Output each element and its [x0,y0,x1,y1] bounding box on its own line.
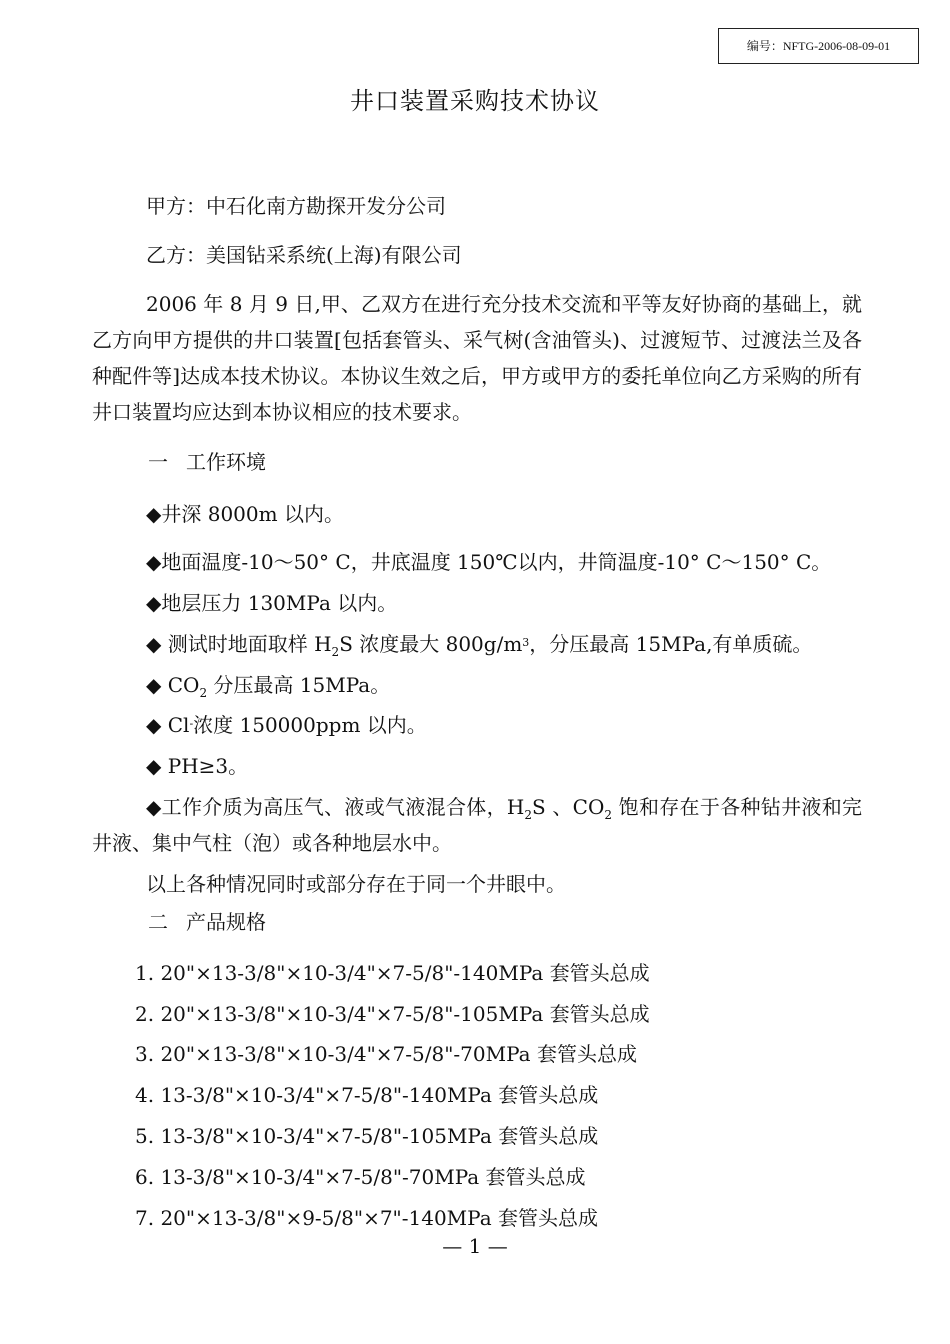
page-number: — 1 — [442,1234,508,1258]
env-h2s: ◆ 测试时地面取样 $H_2S$ 浓度最大 $800g/m^3$，分压最高 15MPa,有单质硫。 [146,632,813,659]
spec-item: 3. 20"×13-3/8"×10-3/4"×7-5/8"-70MPa 套管头总成 [135,1042,637,1066]
section-heading-2 [148,909,266,935]
env-co2: ◆ $CO_2$ 分压最高 15MPa。 [146,673,391,700]
document-title: 井口装置采购技术协议 [350,87,600,115]
section-number: 二 [148,910,168,934]
spec-item: 5. 13-3/8"×10-3/4"×7-5/8"-105MPa 套管头总成 [135,1124,599,1148]
spec-item: 4. 13-3/8"×10-3/4"×7-5/8"-140MPa 套管头总成 [135,1083,599,1107]
intro-text: 2006 年 8 月 9 日,甲、乙双方在进行充分技术交流和平等友好协商的基础上，就乙方向甲方提供的井口装置[包括套管头、采气树(含油管头)、过渡短节、过渡法兰及各种配件等]达成本技术协议。本协议生效之后，甲方或甲方的委托单位向乙方采购的所有井口装置均应达到本协议相应的技术要求。 [92,292,862,424]
document-number-box: 编号：NFTG-2006-08-09-01 [718,28,919,64]
env-medium: ◆工作介质为高压气、液或气液混合体，$H_2S$ 、$CO_2$ 饱和存在于各种钻井液和完井液、集中气柱（泡）或各种地层水中。 [92,795,863,855]
env-pressure: ◆地层压力 130MPa 以内。 [146,591,398,615]
env-ph: ◆ PH≥3。 [146,754,249,778]
spec-item: 6. 13-3/8"×10-3/4"×7-5/8"-70MPa 套管头总成 [135,1165,586,1189]
section-title: 工作环境 [186,450,266,474]
spec-item: 2. 20"×13-3/8"×10-3/4"×7-5/8"-105MPa 套管头总成 [135,1002,650,1026]
section-heading-1 [148,449,266,475]
spec-item: 7. 20"×13-3/8"×9-5/8"×7"-140MPa 套管头总成 [135,1206,598,1230]
env-chloride: ◆ Cl-浓度 150000ppm 以内。 [146,713,427,737]
party-b: 乙方：美国钻采系统(上海)有限公司 [146,243,462,267]
section-title: 产品规格 [186,910,266,934]
intro-paragraph [92,286,862,430]
spec-item: 1. 20"×13-3/8"×10-3/4"×7-5/8"-140MPa 套管头总成 [135,961,650,985]
section-number: 一 [148,450,168,474]
env-temperature: ◆地面温度-10～50° C，井底温度 150℃以内，井筒温度-10° C～150° C。 [146,550,832,574]
env-summary: 以上各种情况同时或部分存在于同一个井眼中。 [146,872,566,896]
party-a: 甲方：中石化南方勘探开发分公司 [146,194,446,218]
env-depth: ◆井深 8000m 以内。 [146,502,344,526]
